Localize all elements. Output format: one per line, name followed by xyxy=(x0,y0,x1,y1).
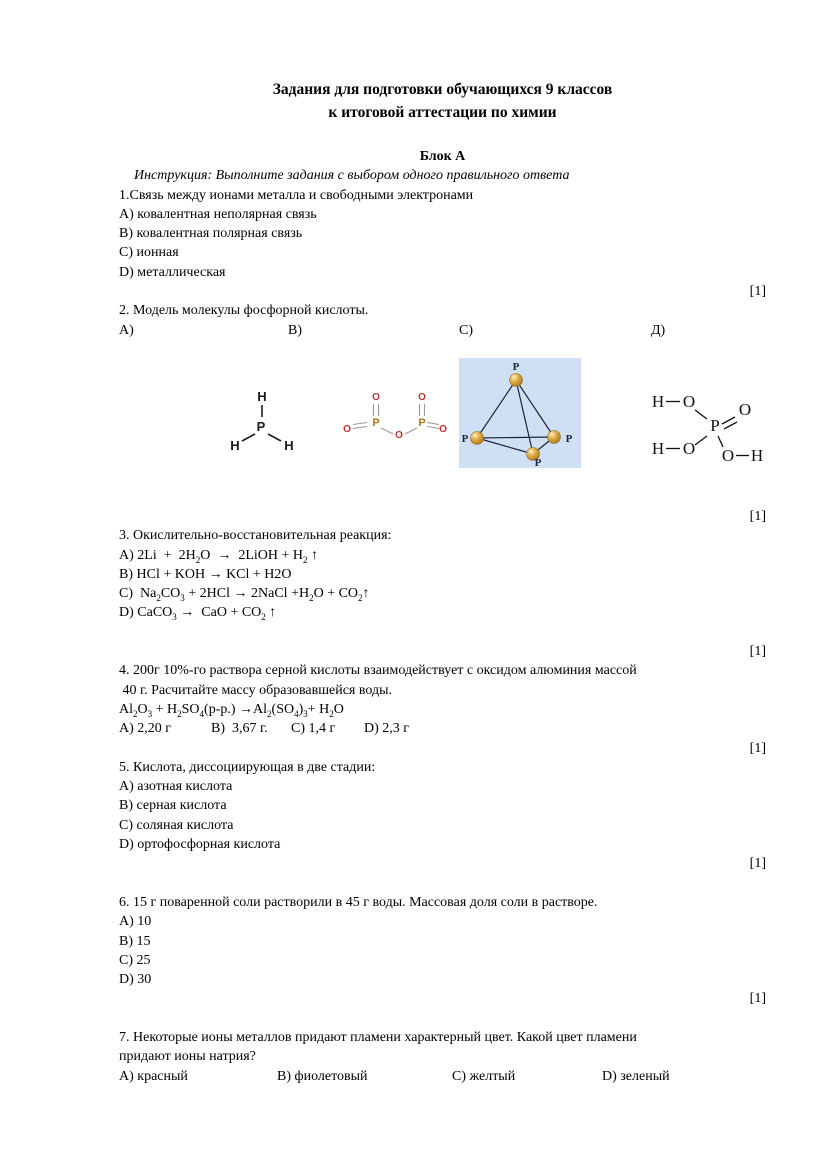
blank-line xyxy=(119,1009,766,1028)
score-mark-q3: [1] xyxy=(749,644,766,660)
h-atom-label: H xyxy=(284,437,294,453)
q2-figure-row xyxy=(119,340,766,507)
q7-text-line2: придают ионы натрия? xyxy=(119,1049,256,1065)
p-atom-label: P xyxy=(256,418,266,434)
phosphoric-acid-molecule-figure xyxy=(643,386,771,471)
h-atom-label: H xyxy=(230,437,240,453)
blank-line xyxy=(119,874,766,893)
q4-text-line2: 40 г. Расчитайте массу образовавшейся воды. xyxy=(119,682,392,698)
p-atom-label: P xyxy=(372,416,380,429)
q7-option-row xyxy=(119,1067,766,1086)
q4-option-d: D) 2,3 г xyxy=(364,721,410,737)
q2-label-d: Д) xyxy=(651,322,666,338)
q5-option-d: D) ортофосфорная кислота xyxy=(119,837,281,853)
p4-tetrahedron-figure xyxy=(459,358,581,468)
q3-text: 3. Окислительно-восстановительная реакция: xyxy=(119,528,392,544)
h-atom-label: H xyxy=(257,388,267,404)
q6-text: 6. 15 г поваренной соли растворили в 45 г воды. Массовая доля соли в растворе. xyxy=(119,894,598,910)
score-mark-q4: [1] xyxy=(749,740,766,756)
page-title-line2: к итоговой аттестации по химии xyxy=(328,104,557,121)
q7-option-c: C) желтый xyxy=(452,1068,516,1084)
q2-label-a: A) xyxy=(119,322,134,338)
q1-text: 1.Связь между ионами металла и свободными электронами xyxy=(119,187,474,203)
o-atom-label: O xyxy=(682,438,696,458)
h-atom-label: H xyxy=(750,445,764,465)
score-mark-q1: [1] xyxy=(749,284,766,300)
p-atom-label: P xyxy=(565,432,573,445)
q7-text-line1: 7. Некоторые ионы металлов придают пламени характерный цвет. Какой цвет пламени xyxy=(119,1029,637,1045)
q1-option-c: C) ионная xyxy=(119,245,179,261)
p-atom-ball xyxy=(548,430,561,443)
q7-option-a: A) красный xyxy=(119,1068,188,1084)
q2-label-c: C) xyxy=(459,322,473,338)
o-atom-label: O xyxy=(721,445,735,465)
q4-equation: $Al_2O_3 + H_2SO_4(р-р.) \to Al_2(SO_4)_3+ H_2O$ xyxy=(119,701,344,719)
o-atom-label: O xyxy=(418,391,426,403)
q1-option-a: A) ковалентная неполярная связь xyxy=(119,206,317,222)
o-atom-label: O xyxy=(372,391,380,403)
q6-option-c: C) 25 xyxy=(119,952,151,968)
o-atom-label: O xyxy=(343,423,351,435)
q2-text: 2. Модель молекулы фосфорной кислоты. xyxy=(119,303,369,319)
q3-option-b: B) HCl + KOH → KCl + H2O xyxy=(119,566,292,582)
p-atom-label: P xyxy=(461,432,469,445)
o-atom-label: O xyxy=(738,399,752,419)
q3-option-d: D) CaCO$_3$ → CaO + $CO_2$ ↑ xyxy=(119,605,277,623)
h-atom-label: H xyxy=(651,438,665,458)
block-heading: Блок А xyxy=(419,149,466,164)
phosphorus-oxide-molecule-figure xyxy=(337,386,449,450)
p-atom-label: P xyxy=(534,456,542,468)
q5-option-c: C) соляная кислота xyxy=(119,817,234,833)
o-atom-label: O xyxy=(395,429,403,441)
q6-option-a: A) 10 xyxy=(119,914,152,930)
q1-option-d: D) металлическая xyxy=(119,264,226,280)
q7-option-b: B) фиолетовый xyxy=(277,1068,368,1084)
q4-option-b: B) 3,67 г. xyxy=(211,721,268,737)
p-atom-ball xyxy=(471,431,484,444)
q6-option-b: B) 15 xyxy=(119,933,151,949)
p-atom-label: P xyxy=(710,415,720,435)
q2-label-b: B) xyxy=(288,322,302,338)
score-mark-q6: [1] xyxy=(749,991,766,1007)
blank-line xyxy=(119,623,766,642)
p-atom-label: P xyxy=(512,360,520,373)
figure-background xyxy=(459,358,581,468)
h-atom-label: H xyxy=(651,391,665,411)
o-atom-label: O xyxy=(439,423,447,435)
q4-option-a: A) 2,20 г xyxy=(119,721,172,737)
p-atom-label: P xyxy=(418,416,426,429)
q4-text-line1: 4. 200г 10%-го раствора серной кислоты взаимодействует с оксидом алюминия массой xyxy=(119,663,637,679)
q7-option-d: D) зеленый xyxy=(602,1068,670,1084)
q5-text: 5. Кислота, диссоциирующая в две стадии: xyxy=(119,759,376,775)
q5-option-b: B) серная кислота xyxy=(119,798,227,814)
q1-option-b: B) ковалентная полярная связь xyxy=(119,226,303,242)
q2-option-label-row xyxy=(119,321,766,340)
q4-option-row xyxy=(119,719,766,738)
score-mark-q5: [1] xyxy=(749,856,766,872)
q6-option-d: D) 30 xyxy=(119,972,152,988)
q3-option-c: C) $Na_2CO_3 + 2HCl$ → 2NaCl $+H_2O$ + $CO_2↑$ xyxy=(119,586,370,603)
page-title-line1: Задания для подготовки обучающихся 9 классов xyxy=(272,81,613,98)
q4-option-c: C) 1,4 г xyxy=(291,721,336,737)
p-atom-ball xyxy=(510,373,523,386)
instruction-text: Инструкция: Выполните задания с выбором одного правильного ответа xyxy=(134,168,570,184)
o-atom-label: O xyxy=(682,391,696,411)
score-mark-q2: [1] xyxy=(749,508,766,524)
q5-option-a: A) азотная кислота xyxy=(119,779,233,795)
q3-option-a: A) $2Li + 2H_2O$ → 2LiOH + $H_2$ ↑ xyxy=(119,547,319,565)
phosphine-molecule-figure xyxy=(223,384,303,454)
